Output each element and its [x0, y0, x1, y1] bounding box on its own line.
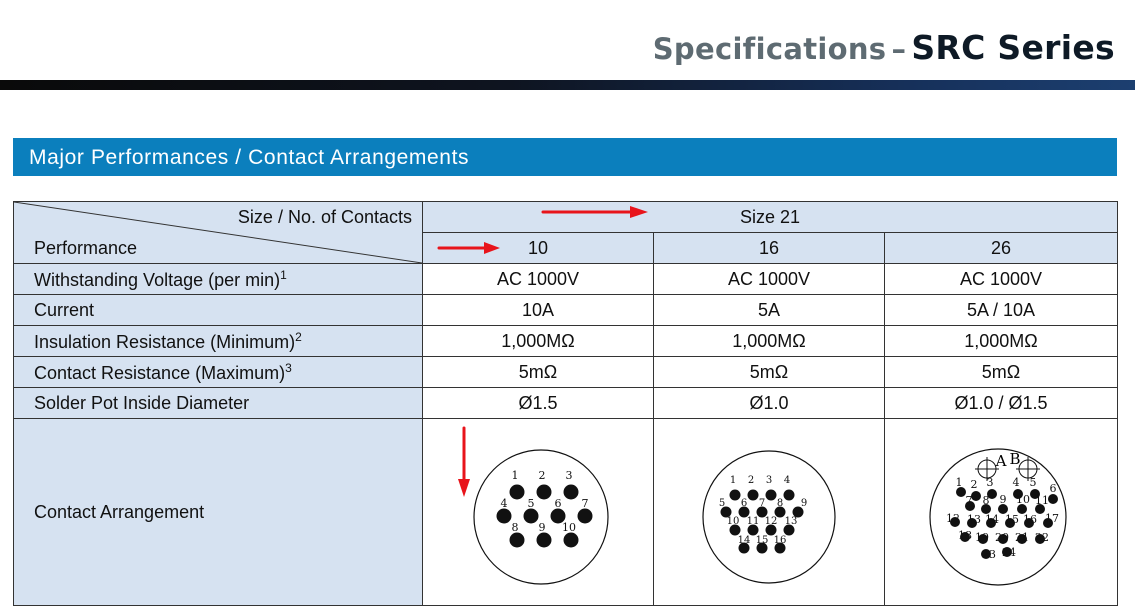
pin-label: 5	[718, 498, 726, 509]
spec-row-label-text: Solder Pot Inside Diameter	[34, 392, 250, 413]
pin-label: 11	[746, 516, 760, 527]
size-header: Size 21	[423, 202, 1118, 233]
pin-label: 9	[999, 493, 1007, 506]
title-part1: Specifications	[652, 32, 887, 66]
arrangement-16-cell	[654, 419, 885, 606]
arrangement-16-drawing	[654, 419, 885, 605]
red-arrow-col-10	[436, 240, 504, 256]
spec-value: Ø1.5	[423, 388, 654, 419]
pin-label: 9	[538, 521, 546, 534]
pin-label: 1	[955, 476, 963, 489]
contact-arrangement-row	[14, 419, 1118, 606]
spec-value: 10A	[423, 295, 654, 326]
pin-label: 12	[946, 512, 960, 525]
pin-label: 24	[1002, 546, 1016, 559]
section-title: Major Performances / Contact Arrangements	[29, 146, 470, 169]
spec-row-label	[14, 388, 423, 419]
col-header-16: 16	[654, 233, 885, 264]
pin-label: 2	[747, 475, 755, 486]
col-header-26: 26	[885, 233, 1118, 264]
footnote-marker: 2	[295, 329, 302, 344]
pin-label: 9	[800, 498, 808, 509]
pin-label: 15	[755, 535, 769, 546]
pin-label: 7	[965, 494, 973, 507]
pin-label: 22	[1035, 531, 1049, 544]
pin-label: 12	[764, 516, 778, 527]
pin-label: 16	[1023, 513, 1037, 526]
pin-label: 10	[726, 516, 740, 527]
contact-arrangement-label: Contact Arrangement	[14, 419, 423, 606]
pin-label: 7	[758, 498, 766, 509]
pin-label: 7	[581, 497, 589, 510]
contact-pin	[510, 485, 525, 500]
contact-pin	[510, 533, 525, 548]
spec-value: 1,000MΩ	[654, 326, 885, 357]
pin-label: 17	[1045, 512, 1059, 525]
pin-label: 2	[970, 478, 978, 491]
spec-row	[14, 326, 1118, 357]
corner-bottom-label: Performance	[34, 238, 138, 258]
pin-label: 16	[773, 535, 787, 546]
spec-row	[14, 357, 1118, 388]
key-label-b: B	[1009, 450, 1021, 468]
spec-value: 1,000MΩ	[885, 326, 1118, 357]
header-rule	[0, 80, 1135, 90]
pin-label: 20	[995, 531, 1009, 544]
corner-cell	[14, 202, 423, 264]
spec-value: Ø1.0	[654, 388, 885, 419]
spec-row-label	[14, 295, 423, 326]
spec-value: AC 1000V	[654, 264, 885, 295]
contact-pin	[578, 509, 593, 524]
pin-label: 10	[562, 521, 576, 534]
arrangement-26-drawing	[885, 419, 1118, 605]
pin-label: 15	[1005, 513, 1019, 526]
red-arrow-size-header	[540, 204, 652, 220]
title-dash: –	[891, 32, 907, 66]
spec-value: 5A	[654, 295, 885, 326]
pin-label: 14	[985, 513, 999, 526]
footnote-marker: 3	[285, 360, 292, 375]
spec-value: 5mΩ	[423, 357, 654, 388]
spec-table	[13, 201, 1118, 606]
contact-pin	[971, 491, 981, 501]
spec-row-label	[14, 357, 423, 388]
footnote-marker: 1	[280, 267, 287, 282]
pin-label: 1	[511, 469, 519, 482]
contact-pin	[524, 509, 539, 524]
pin-label: 3	[565, 469, 573, 482]
contact-pin	[537, 485, 552, 500]
contact-pin	[730, 490, 741, 501]
spec-value: 5mΩ	[885, 357, 1118, 388]
title-part2: SRC Series	[911, 28, 1115, 67]
pin-label: 1	[729, 475, 737, 486]
pin-label: 14	[737, 535, 751, 546]
pin-label: 3	[986, 476, 994, 489]
spec-value: AC 1000V	[423, 264, 654, 295]
contact-pin	[784, 490, 795, 501]
spec-row	[14, 388, 1118, 419]
arrangement-26-cell	[885, 419, 1118, 606]
pin-label: 3	[765, 475, 773, 486]
contact-pin	[564, 533, 579, 548]
spec-value: Ø1.0 / Ø1.5	[885, 388, 1118, 419]
pin-label: 2	[538, 469, 546, 482]
contact-pin	[766, 490, 777, 501]
spec-row-label-text: Current	[34, 299, 95, 320]
spec-row-label	[14, 326, 423, 357]
pin-label: 4	[783, 475, 791, 486]
contact-pin	[537, 533, 552, 548]
contact-pin	[564, 485, 579, 500]
pin-label: 19	[975, 531, 989, 544]
pin-label: 4	[1012, 476, 1020, 489]
pin-label: 6	[1049, 482, 1057, 495]
pin-label: 8	[776, 498, 784, 509]
pin-label: 6	[740, 498, 748, 509]
col-header-10: 10	[423, 233, 654, 264]
pin-label: 21	[1015, 531, 1029, 544]
pin-label: 6	[554, 497, 562, 510]
pin-label: 8	[511, 521, 519, 534]
pin-label: 23	[982, 548, 996, 561]
pin-label: 13	[784, 516, 798, 527]
pin-label: 11	[1035, 494, 1049, 507]
contact-pin	[497, 509, 512, 524]
contact-pin	[1048, 494, 1058, 504]
spec-row-label-text: Withstanding Voltage (per min)	[34, 269, 281, 290]
pin-label: 13	[967, 513, 981, 526]
red-arrow-arrangement	[454, 425, 474, 501]
contact-pin	[748, 490, 759, 501]
page-title	[653, 28, 1115, 67]
pin-label: 10	[1016, 493, 1030, 506]
spec-value: AC 1000V	[885, 264, 1118, 295]
spec-row	[14, 264, 1118, 295]
pin-label: 8	[982, 494, 990, 507]
corner-top-label: Size / No. of Contacts	[237, 207, 412, 227]
spec-row	[14, 295, 1118, 326]
pin-label: 4	[500, 497, 508, 510]
spec-value: 5mΩ	[654, 357, 885, 388]
spec-row-label-text: Contact Resistance (Maximum)	[34, 362, 286, 383]
spec-row-label	[14, 264, 423, 295]
spec-value: 1,000MΩ	[423, 326, 654, 357]
pin-label: 5	[527, 497, 535, 510]
pin-label: 18	[958, 529, 972, 542]
spec-value: 5A / 10A	[885, 295, 1118, 326]
key-label-a: A	[995, 452, 1007, 470]
pin-label: 5	[1029, 476, 1037, 489]
spec-row-label-text: Insulation Resistance (Minimum)	[34, 331, 296, 352]
section-bar	[13, 138, 1117, 176]
